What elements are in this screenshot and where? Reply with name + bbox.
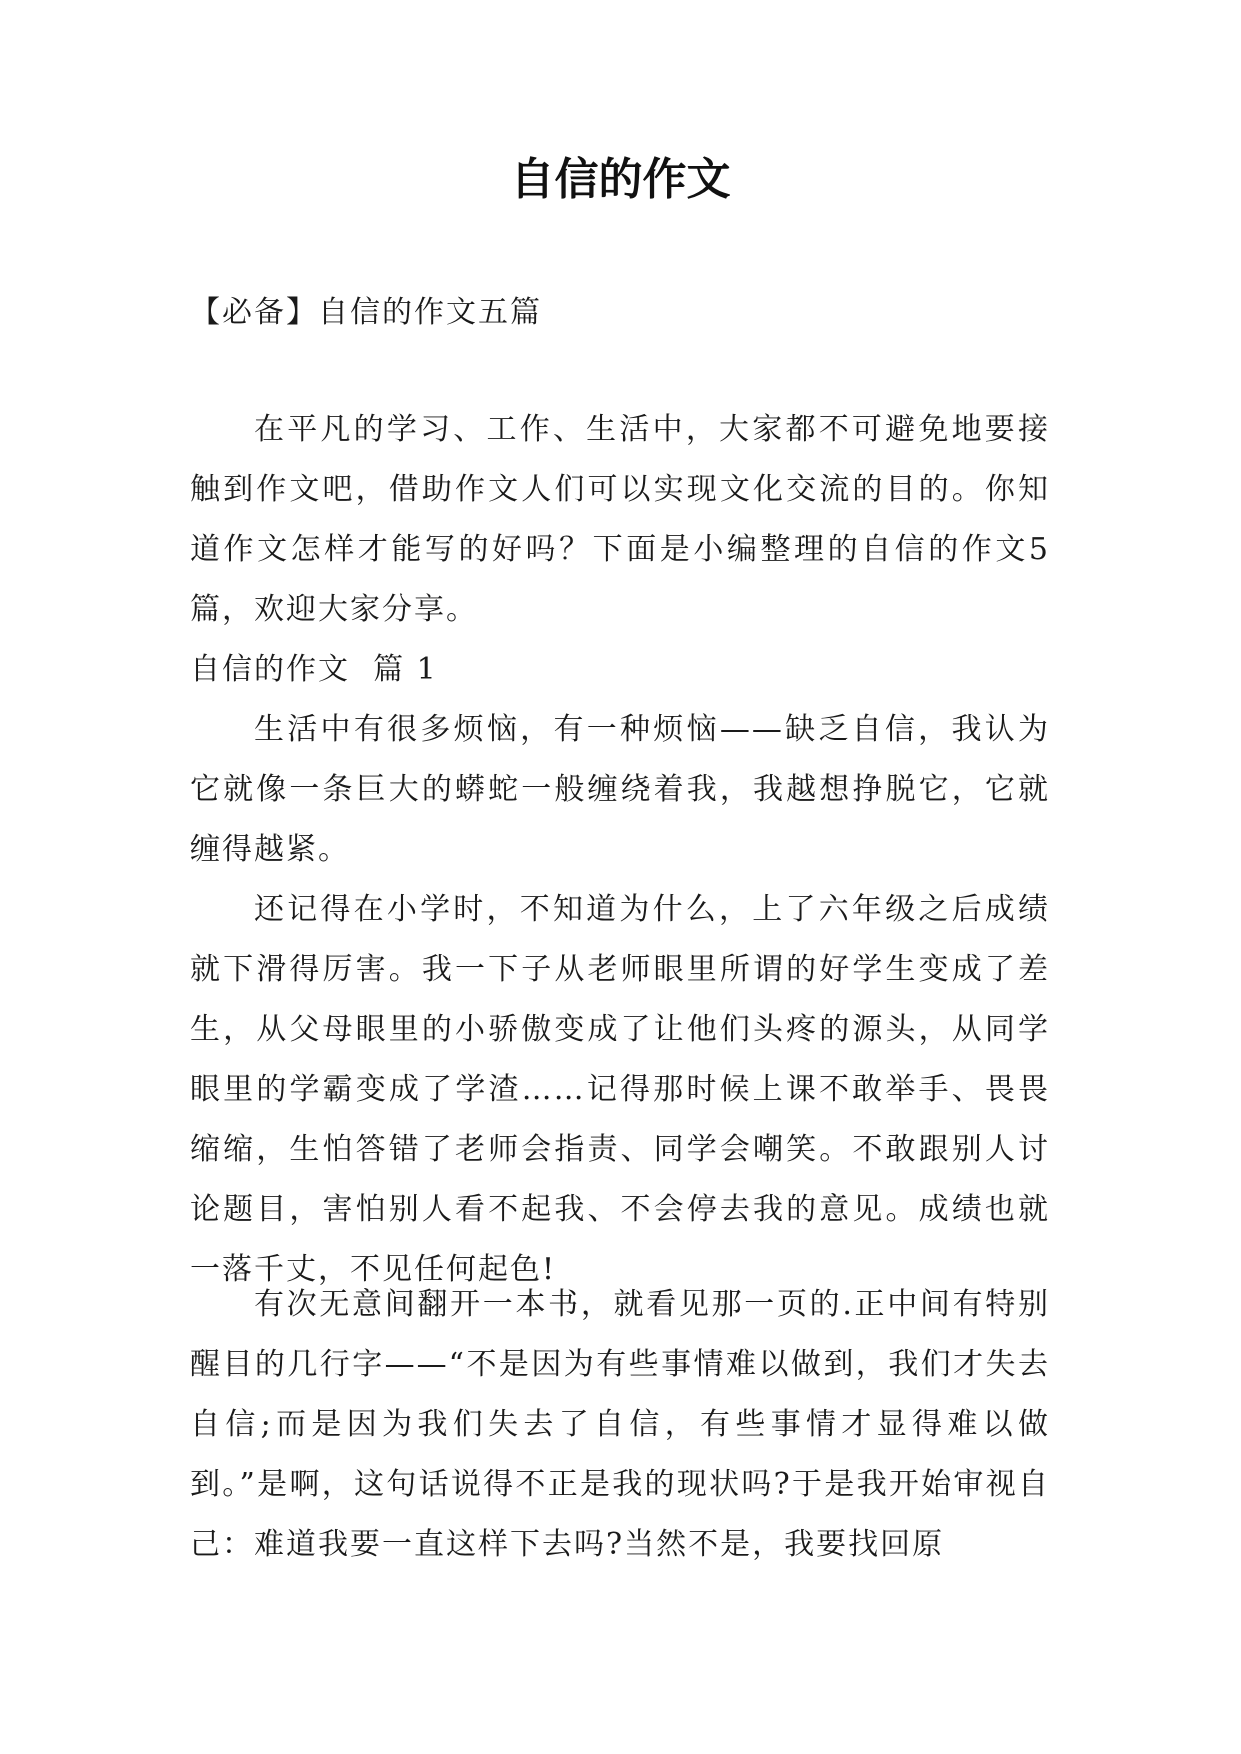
intro-paragraph: 在平凡的学习、工作、生活中，大家都不可避免地要接触到作文吧，借助作文人们可以实现文化交流的目的。你知道作文怎样才能写的好吗？下面是小编整理的自信的作文5篇，欢迎大家分享。	[190, 412, 1050, 627]
document-title: 自信的作文	[510, 154, 731, 205]
paragraph-2: 还记得在小学时，不知道为什么，上了六年级之后成绩就下滑得厉害。我一下子从老师眼里所谓的好学生变成了差生，从父母眼里的小骄傲变成了让他们头疼的源头，从同学眼里的学霸变成了学渣……记得那时候上课不敢举手、畏畏缩缩，生怕答错了老师会指责、同学会嘲笑。不敢跟别人讨论题目，害怕别人看不起我、不会停去我的意见。成绩也就一落千丈，不见任何起色!	[190, 892, 1050, 1287]
paragraph-3: 有次无意间翻开一本书，就看见那一页的.正中间有特别醒目的几行字——“不是因为有些事情难以做到，我们才失去自信;而是因为我们失去了自信，有些事情才显得难以做到。”是啊，这句话说得不正是我的现状吗?于是我开始审视自己：难道我要一直这样下去吗?当然不是，我要找回原	[190, 1287, 1050, 1562]
paragraph-1: 生活中有很多烦恼，有一种烦恼——缺乏自信，我认为它就像一条巨大的蟒蛇一般缠绕着我，我越想挣脱它，它就缠得越紧。	[190, 712, 1050, 867]
document-subtitle: 【必备】自信的作文五篇	[190, 295, 542, 330]
section-heading: 自信的作文 篇 1	[190, 652, 438, 687]
